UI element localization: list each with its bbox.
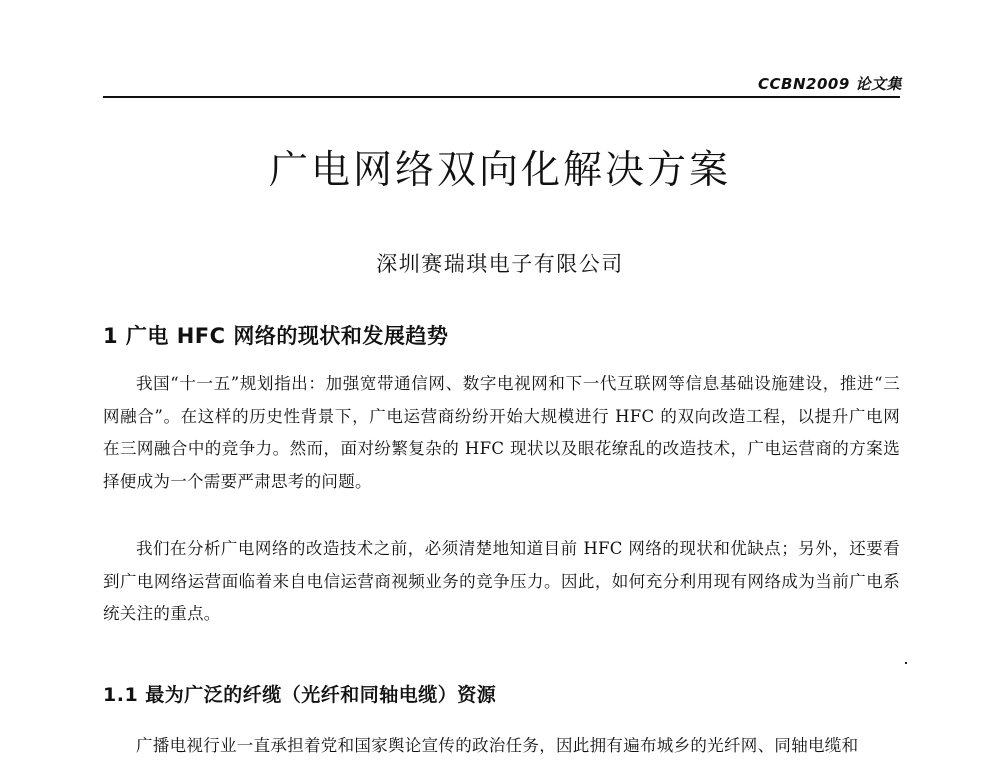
section-1-heading: 1 广电 HFC 网络的现状和发展趋势 (103, 324, 449, 348)
running-header: CCBN2009 论文集 (758, 75, 902, 93)
subsection-1-1-paragraph: 广播电视行业一直承担着党和国家舆论宣传的政治任务，因此拥有遍布城乡的光纤网、同轴电缆和 (136, 736, 859, 755)
section-1-paragraph-2: 我们在分析广电网络的改造技术之前，必须清楚地知道目前 HFC 网络的现状和优缺点；另外，还要看到广电网络运营面临着来自电信运营商视频业务的竞争压力。因此，如何充分利用现有网络成为当前广电系统关注的重点。 (103, 539, 900, 623)
affiliation: 深圳赛瑞琪电子有限公司 (376, 252, 624, 276)
scan-speck (905, 662, 907, 664)
paper-title: 广电网络双向化解决方案 (268, 148, 731, 193)
section-1-paragraph-1: 我国“十一五”规划指出：加强宽带通信网、数字电视网和下一代互联网等信息基础设施建设，推进“三网融合”。在这样的历史性背景下，广电运营商纷纷开始大规模进行 HFC 的双向改造工程，以提升广电网在三网融合中的竞争力。然而，面对纷繁复杂的 HFC 现状以及眼花缭乱的改造技术，广电运营商的方案选择便成为一个需要严肃思考的问题。 (103, 374, 900, 491)
header-rule (103, 96, 900, 98)
subsection-1-1-heading: 1.1 最为广泛的纤缆（光纤和同轴电缆）资源 (103, 684, 497, 706)
